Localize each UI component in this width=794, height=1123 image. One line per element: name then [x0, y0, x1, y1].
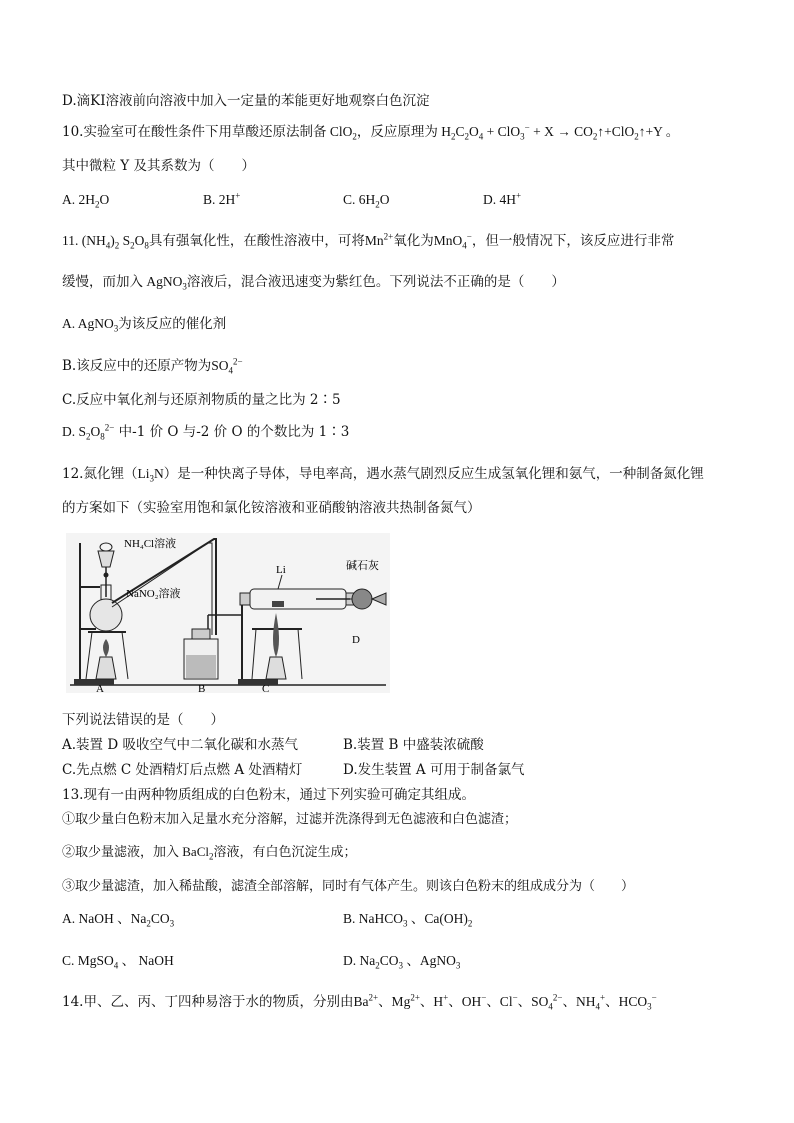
q13-stem: 13.现有一由两种物质组成的白色粉末，通过下列实验可确定其组成。 — [62, 787, 475, 803]
q13-option-d[interactable]: D. $Na_2CO_3$ 、AgNO$_3$ — [343, 953, 461, 971]
label-d: D — [352, 634, 360, 646]
q14-stem: 14.甲、乙、丙、丁四种易溶于水的物质，分别由$Ba^{2+}$、$Mg^{2+}$、H+、OH−、Cl−、$SO_4^{2-}$、$NH_4^+$、$HCO_3^-$ — [62, 992, 657, 1012]
q12-option-d[interactable]: D.发生装置 A 可用于制备氯气 — [343, 762, 525, 778]
label-nano2: NaNO₂溶液 — [126, 588, 181, 600]
q12-stem-2: 的方案如下（实验室用饱和氯化铵溶液和亚硝酸钠溶液共热制备氮气） — [62, 500, 481, 516]
q12-option-c[interactable]: C.先点燃 C 处酒精灯后点燃 A 处酒精灯 — [62, 762, 303, 778]
q10-option-b[interactable]: B. 2H+ — [203, 190, 241, 207]
q9-option-d: D.滴KI溶液前向溶液中加入一定量的苯能更好地观察白色沉淀 — [62, 93, 430, 109]
label-li: Li — [276, 564, 286, 576]
q11-option-b[interactable]: B.该反应中的还原产物为$SO_4^{2-}$ — [62, 356, 243, 376]
q10-option-a[interactable]: A. $2H_2O$ — [62, 192, 110, 210]
q11-stem: 11. $(NH_4)_2$ $S_2O_8$具有强氧化性，在酸性溶液中，可将$Mn^{2+}$氧化为MnO$_4$−，但一般情况下，该反应进行非常 — [62, 231, 675, 251]
label-nh4cl: NH₄Cl溶液 — [124, 538, 177, 550]
label-b: B — [198, 683, 206, 693]
label-a: A — [96, 683, 104, 693]
q12-option-a[interactable]: A.装置 D 吸收空气中二氧化碳和水蒸气 — [62, 737, 298, 753]
q10-stem: 10.实验室可在酸性条件下用草酸还原法制备 ClO$_2$，反应原理为 $H_2C_2O_4 + ClO_3^- + X$ → $CO_2↑+ClO_2↑+Y$ 。 — [62, 122, 680, 142]
q11-option-c[interactable]: C.反应中氧化剂与还原剂物质的量之比为 2∶5 — [62, 392, 341, 408]
q13-option-a[interactable]: A. NaOH 、$Na_2CO_3$ — [62, 911, 175, 929]
label-c: C — [262, 683, 270, 693]
q13-step-3: ③取少量滤渣，加入稀盐酸，滤渣全部溶解，同时有气体产生。则该白色粉末的组成成分为（ ） — [62, 879, 635, 894]
q12-question: 下列说法错误的是（ ） — [62, 712, 224, 728]
q11-stem-2: 缓慢，而加入 AgNO$_3$溶液后，混合液迅速变为紫红色。下列说法不正确的是（ ） — [62, 274, 565, 292]
q12-option-b[interactable]: B.装置 B 中盛装浓硫酸 — [343, 737, 484, 753]
q11-option-a[interactable]: A. AgNO$_3$为该反应的催化剂 — [62, 316, 227, 334]
label-soda-lime: 碱石灰 — [346, 560, 379, 572]
q10-question: 其中微粒 Y 及其系数为（ ） — [62, 158, 255, 174]
apparatus-diagram — [66, 533, 390, 693]
q13-step-2: ②取少量滤液，加入 BaCl$_2$溶液，有白色沉淀生成； — [62, 844, 357, 862]
q11-option-d[interactable]: D. $S_2O_8^{2-}$ 中-1 价 O 与-2 价 O 的个数比为 1∶3 — [62, 422, 350, 442]
q13-option-c[interactable]: C. MgSO$_4$ 、 NaOH — [62, 953, 174, 971]
q13-step-1: ①取少量白色粉末加入足量水充分溶解，过滤并洗涤得到无色滤液和白色滤渣； — [62, 812, 518, 827]
q12-stem: 12.氮化锂$(Li_3N)$是一种快离子导体，导电率高，遇水蒸气剧烈反应生成氢氧化锂和氨气，一种制备氮化锂 — [62, 466, 704, 484]
q13-option-b[interactable]: B. NaHCO$_3$ 、$Ca(OH)_2$ — [343, 911, 473, 929]
q10-option-d[interactable]: D. 4H+ — [483, 190, 522, 207]
q10-option-c[interactable]: C. $6H_2O$ — [343, 192, 390, 210]
